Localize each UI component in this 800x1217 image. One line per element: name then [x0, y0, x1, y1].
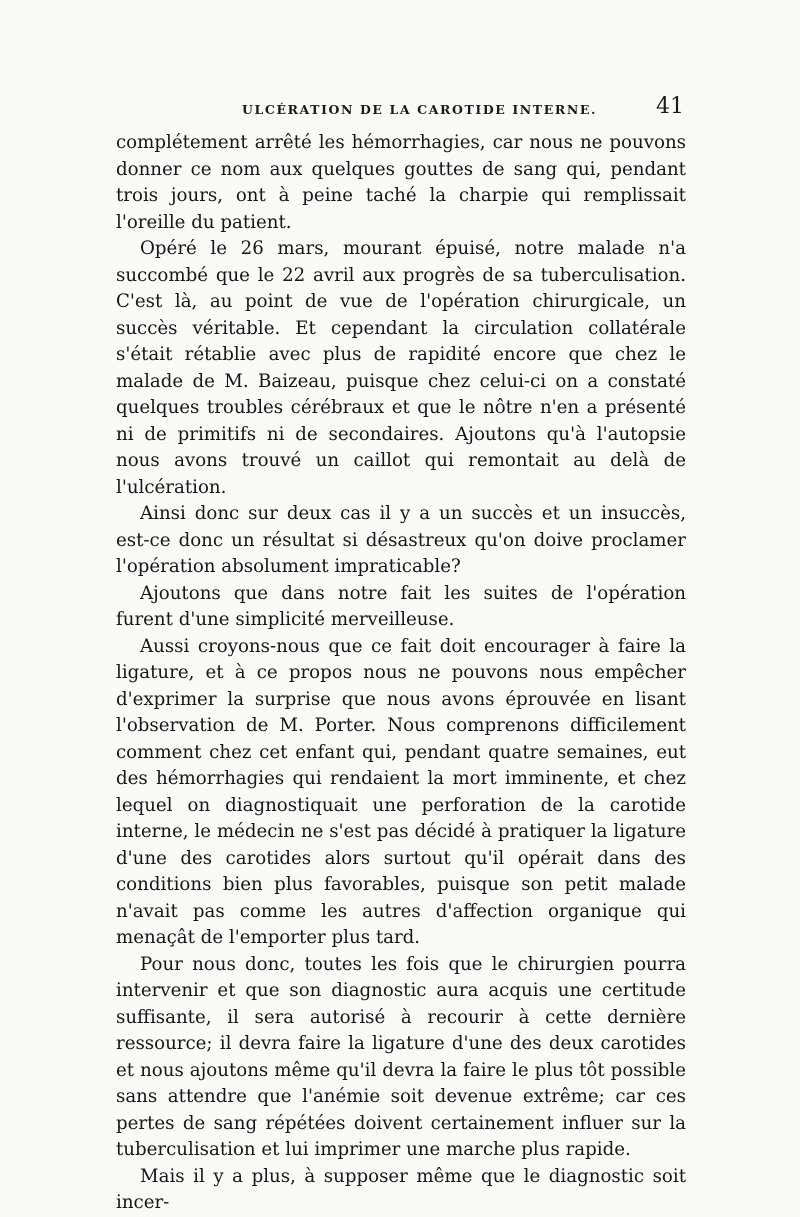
paragraph: Ainsi donc sur deux cas il y a un succès et un insuccès, est-ce donc un résultat si désastreux qu'on doive proclamer l'opération absolument impraticable?: [116, 503, 686, 577]
running-head: [116, 94, 686, 124]
paragraph: Mais il y a plus, à supposer même que le diagnostic soit incer-: [116, 1165, 686, 1213]
running-title: ULCÉRATION DE LA CAROTIDE INTERNE.: [242, 102, 597, 117]
paragraph: Pour nous donc, toutes les fois que le chirurgien pourra intervenir et que son diagnostic aura acquis une certitude suffisante, il sera autorisé à recourir à cette dernière ressource; il devra faire la ligature d'une des deux carotides et nous ajoutons même qu'il devra la faire le plus tôt possible sans attendre que l'anémie soit devenue extrême; car ces pertes de sang répétées doivent certainement influer sur la tuberculisation et lui imprimer une marche plus rapide.: [116, 953, 686, 1160]
paragraph: Opéré le 26 mars, mourant épuisé, notre malade n'a succombé que le 22 avril aux progrès de sa tuberculisation. C'est là, au point de vue de l'opération chirurgicale, un succès véritable. Et cependant la circulation collatérale s'était rétablie avec plus de rapidité encore que chez le malade de M. Baizeau, puisque chez celui-ci on a constaté quelques troubles cérébraux et que le nôtre n'en a présenté ni de primitifs ni de secondaires. Ajoutons qu'à l'autopsie nous avons trouvé un caillot qui remontait au delà de l'ulcération.: [116, 238, 686, 498]
paragraph: Ajoutons que dans notre fait les suites de l'opération furent d'une simplicité merveilleuse.: [116, 582, 686, 630]
paragraph: complétement arrêté les hémorrhagies, car nous ne pouvons donner ce nom aux quelques gouttes de sang qui, pendant trois jours, ont à peine taché la charpie qui remplissait l'oreille du patient.: [116, 132, 686, 233]
page-number: 41: [656, 94, 684, 119]
paragraph: Aussi croyons-nous que ce fait doit encourager à faire la ligature, et à ce propos nous ne pouvons nous empêcher d'exprimer la surprise que nous avons éprouvée en lisant l'observation de M. Porter. Nous comprenons difficilement comment chez cet enfant qui, pendant quatre semaines, eut des hémorrhagies qui rendaient la mort imminente, et chez lequel on diagnostiquait une perforation de la carotide interne, le médecin ne s'est pas décidé à pratiquer la ligature d'une des carotides alors surtout qu'il opérait dans des conditions bien plus favorables, puisque son petit malade n'avait pas comme les autres d'affection organique qui menaçât de l'emporter plus tard.: [116, 635, 686, 948]
body-text: [116, 130, 686, 1217]
